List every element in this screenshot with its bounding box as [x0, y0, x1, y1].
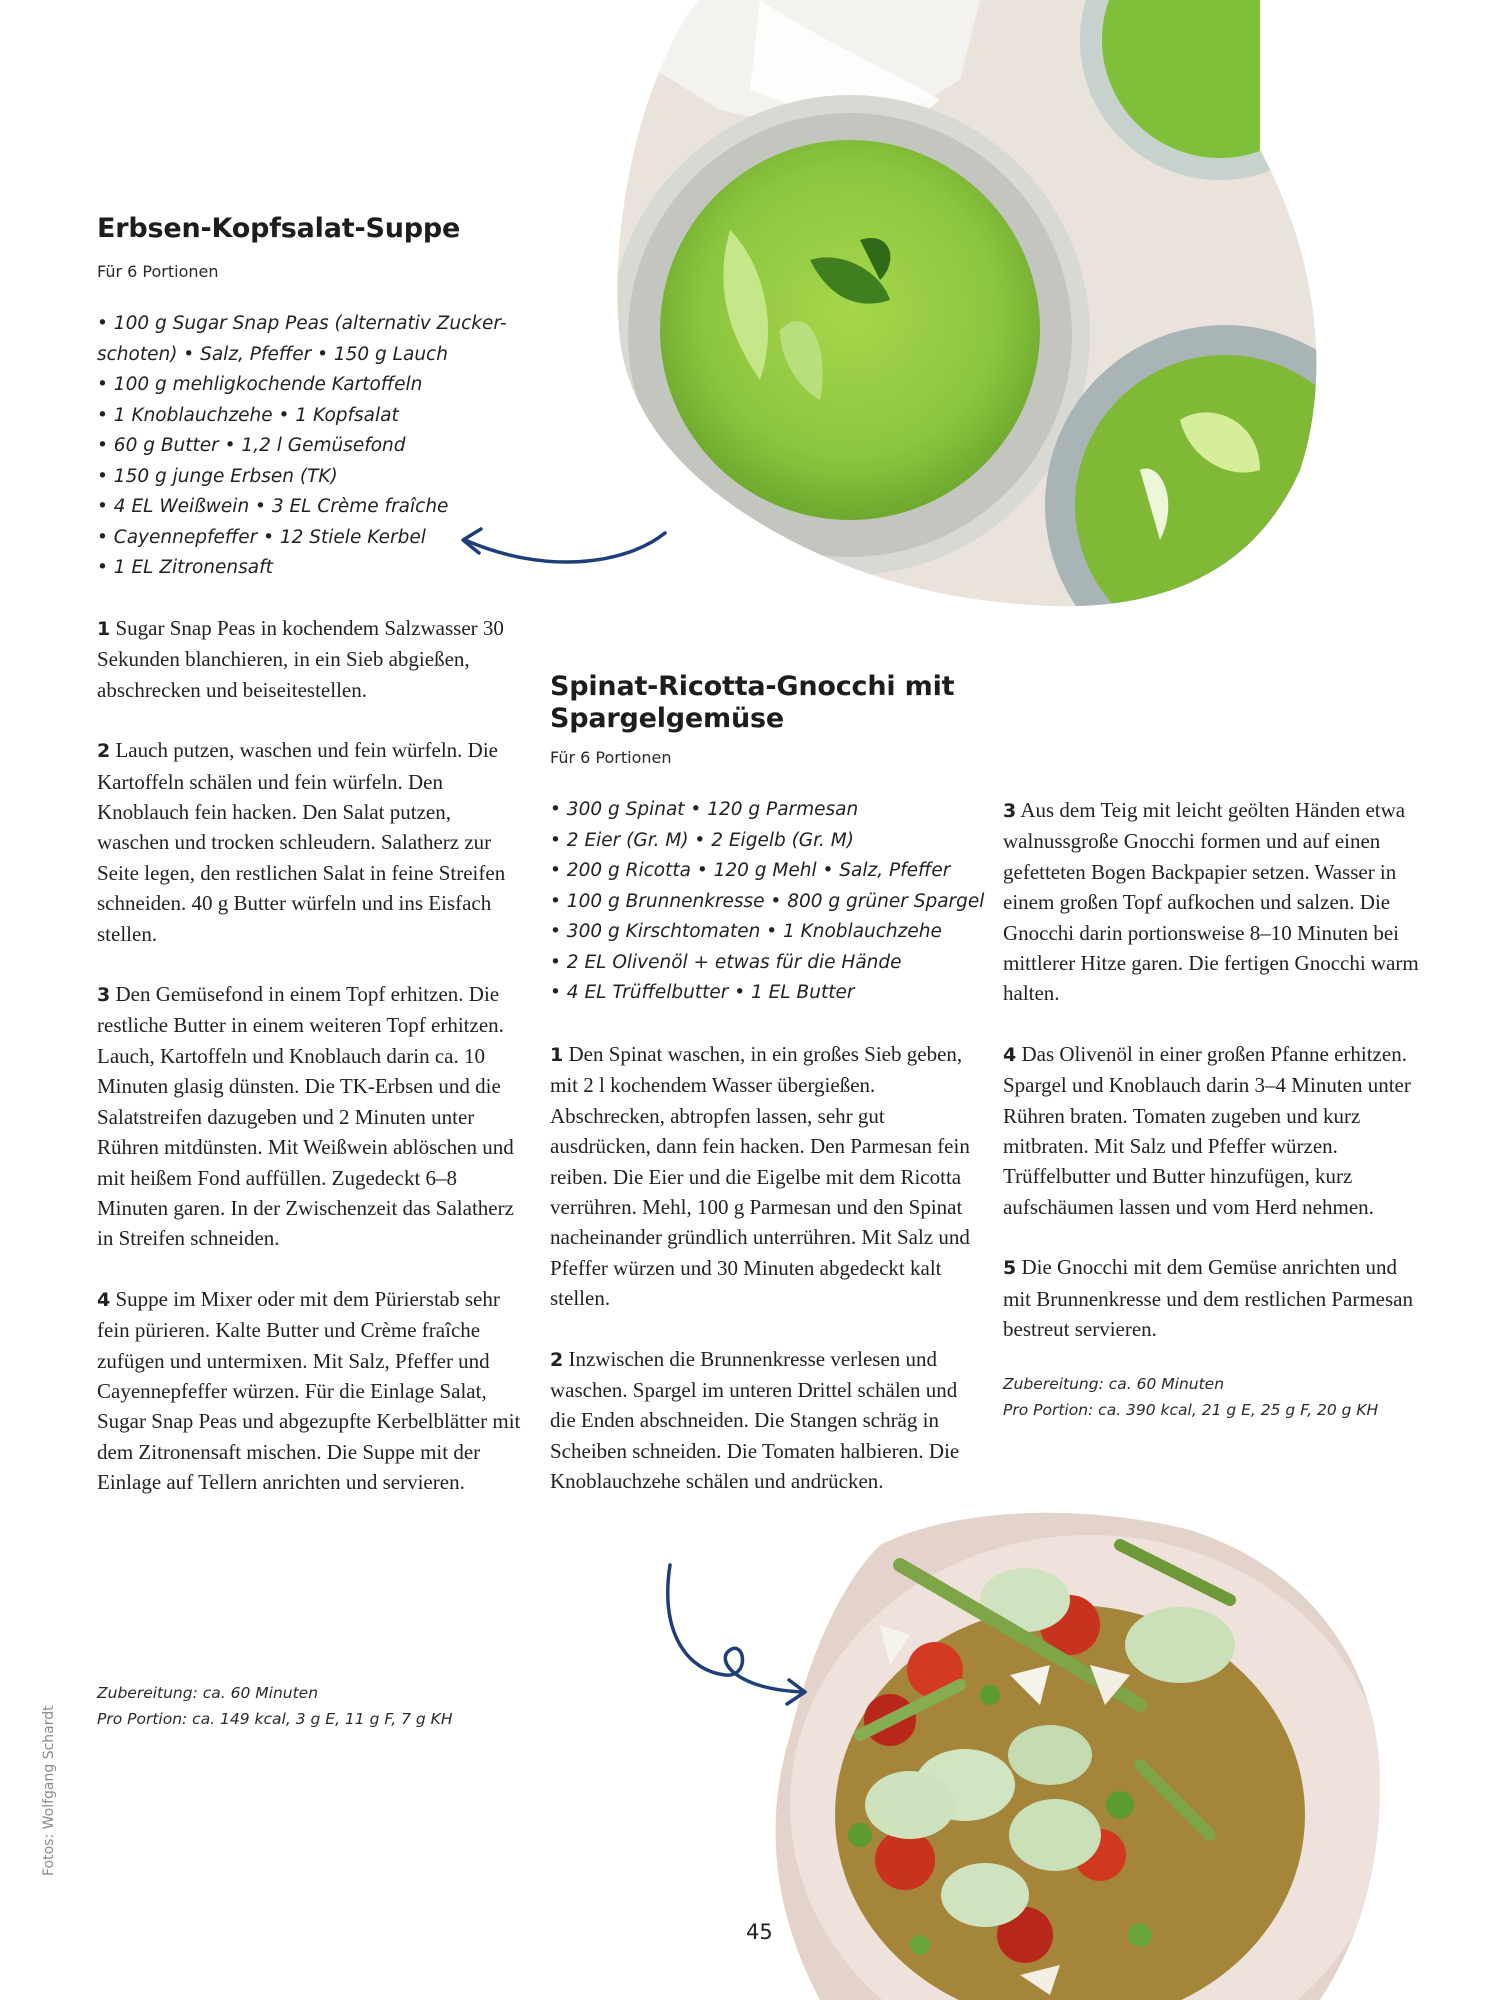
recipe2-title-line1: Spinat-Ricotta-Gnocchi mit	[550, 671, 955, 702]
ingredient-line: • Cayennepfeffer • 12 Stiele Kerbel	[97, 526, 426, 548]
step-text: Den Spinat waschen, in ein großes Sieb geben, mit 2 l kochendem Wasser übergießen. Abschrecken, abtropfen lassen, sehr gut ausdrücken, dann fein hacken. Den Parmesan fein reiben. Die Eier und die Eigelbe mit dem Ricotta verrühren. Mehl, 100 g Parmesan und den Spinat nacheinander gründlich unterrühren. Mit Salz und Pfeffer würzen und 30 Minuten abgedeckt kalt stellen.	[550, 1042, 970, 1311]
step-number: 3	[97, 984, 111, 1007]
ingredient-line: • 1 EL Zitronensaft	[97, 557, 273, 578]
ingredient-line: • 100 g Sugar Snap Peas (alternativ Zucker-	[97, 313, 507, 334]
recipe2-step-2	[550, 1344, 974, 1497]
recipe2-title	[550, 671, 954, 735]
ingredient-line: • 1 Knoblauchzehe • 1 Kopfsalat	[97, 404, 399, 426]
gnocchi-photo	[760, 1505, 1380, 2000]
recipe1-servings: Für 6 Portionen	[97, 262, 219, 281]
recipe2-step-3	[1003, 795, 1427, 1009]
step-number: 2	[550, 1348, 564, 1371]
ingredient-line: • 4 EL Trüffelbutter • 1 EL Butter	[550, 982, 855, 1003]
ingredient-line: • 200 g Ricotta • 120 g Mehl • Salz, Pfeffer	[550, 860, 951, 881]
step-text: Die Gnocchi mit dem Gemüse anrichten und mit Brunnenkresse und dem restlichen Parmesan bestreut servieren.	[1003, 1255, 1413, 1342]
recipe2-servings: Für 6 Portionen	[550, 748, 672, 767]
ingredient-line: • 100 g mehligkochende Kartoffeln	[97, 374, 423, 395]
step-text: Inzwischen die Brunnenkresse verlesen und waschen. Spargel im unteren Drittel schälen und die Enden abschneiden. Die Stangen schräg in Scheiben schneiden. Die Tomaten halbieren. Die Knoblauchzehe schälen und andrücken.	[550, 1346, 960, 1494]
ingredient-line: schoten) • Salz, Pfeffer • 150 g Lauch	[97, 343, 448, 365]
recipe2-step-4	[1003, 1039, 1427, 1222]
ingredient-line: • 2 Eier (Gr. M) • 2 Eigelb (Gr. M)	[550, 829, 854, 851]
recipe2-nutrition: Pro Portion: ca. 390 kcal, 21 g E, 25 g F, 20 g KH	[1003, 1400, 1379, 1419]
ingredient-line: • 100 g Brunnenkresse • 800 g grüner Spargel	[550, 890, 985, 912]
step-text: Lauch putzen, waschen und fein würfeln. Die Kartoffeln schälen und fein würfeln. Den Knoblauch fein hacken. Den Salat putzen, waschen und trocken schleudern. Salatherz zur Seite legen, den restlichen Salat in feine Streifen schneiden. 40 g Butter würfeln und ins Eisfach stellen.	[97, 738, 506, 946]
recipe2-steps-col1	[550, 1039, 974, 1497]
recipe2-title-line2: Spargelgemüse	[550, 703, 784, 734]
photo-credit: Fotos: Wolfgang Schardt	[41, 1705, 57, 1876]
step-number: 4	[97, 1288, 111, 1311]
recipe1-step-2	[97, 735, 521, 949]
recipe1-step-1	[97, 613, 521, 705]
recipe2-step-1	[550, 1039, 974, 1314]
ingredient-line: • 150 g junge Erbsen (TK)	[97, 465, 338, 487]
step-number: 1	[97, 618, 111, 640]
recipe2-step-5	[1003, 1252, 1427, 1344]
recipe1-step-4	[97, 1284, 521, 1498]
recipe1-nutrition: Pro Portion: ca. 149 kcal, 3 g E, 11 g F, 7 g KH	[97, 1710, 453, 1728]
page-number: 45	[746, 1920, 773, 1944]
ingredient-line: • 300 g Spinat • 120 g Parmesan	[550, 799, 859, 820]
recipe1-step-3	[97, 979, 521, 1254]
recipe1-title: Erbsen-Kopfsalat-Suppe	[97, 213, 461, 244]
soup-photo	[560, 0, 1320, 610]
step-number: 4	[1003, 1043, 1017, 1066]
recipe1-ingredient-list	[97, 309, 507, 584]
step-text: Suppe im Mixer oder mit dem Pürierstab sehr fein pürieren. Kalte Butter und Crème fraîche zufügen und untermixen. Mit Salz, Pfeffer und Cayennepfeffer würzen. Für die Einlage Salat, Sugar Snap Peas und abgezupfte Kerbelblätter mit dem Zitronensaft mischen. Die Suppe mit der Einlage auf Tellern anrichten und servieren.	[97, 1286, 521, 1495]
step-text: Das Olivenöl in einer großen Pfanne erhitzen. Spargel und Knoblauch darin 3–4 Minuten unter Rühren braten. Tomaten zugeben und kurz mitbraten. Mit Salz und Pfeffer würzen. Trüffelbutter und Butter hinzufügen, kurz aufschäumen lassen und vom Herd nehmen.	[1003, 1041, 1411, 1219]
recipe2-ingredient-list	[550, 795, 984, 1009]
ingredient-line: • 300 g Kirschtomaten • 1 Knoblauchzehe	[550, 921, 942, 942]
recipe1-prep-time: Zubereitung: ca. 60 Minuten	[97, 1684, 319, 1702]
step-text: Sugar Snap Peas in kochendem Salzwasser 30 Sekunden blanchieren, in ein Sieb abgießen, abschrecken und beiseitestellen.	[97, 616, 504, 702]
step-text: Aus dem Teig mit leicht geölten Händen etwa walnussgroße Gnocchi formen und auf einen gefetteten Bogen Backpapier setzen. Wasser in einem großen Topf aufkochen und salzen. Die Gnocchi darin portionsweise 8–10 Minuten bei mittlerer Hitze garen. Die fertigen Gnocchi warm halten.	[1003, 798, 1419, 1006]
step-text: Den Gemüsefond in einem Topf erhitzen. Die restliche Butter in einem weiteren Topf erhitzen. Lauch, Kartoffeln und Knoblauch darin ca. 10 Minuten glasig dünsten. Die TK-Erbsen und die Salatstreifen dazugeben und 2 Minuten unter Rühren mitdünsten. Mit Weißwein ablöschen und mit heißem Fond auffüllen. Zugedeckt 6–8 Minuten garen. In der Zwischenzeit das Salatherz in Streifen schneiden.	[97, 982, 514, 1251]
ingredient-line: • 4 EL Weißwein • 3 EL Crème fraîche	[97, 496, 449, 517]
step-number: 3	[1003, 800, 1017, 822]
step-number: 1	[550, 1044, 564, 1066]
recipe1-steps	[97, 613, 521, 1498]
recipe2-steps-col2	[1003, 795, 1427, 1423]
step-number: 2	[97, 740, 111, 763]
arrow-to-gnocchi-icon	[655, 1560, 815, 1710]
ingredient-line: • 2 EL Olivenöl + etwas für die Hände	[550, 951, 902, 973]
step-number: 5	[1003, 1257, 1017, 1280]
ingredient-line: • 60 g Butter • 1,2 l Gemüsefond	[97, 435, 406, 456]
recipe2-prep-time: Zubereitung: ca. 60 Minuten	[1003, 1374, 1225, 1393]
